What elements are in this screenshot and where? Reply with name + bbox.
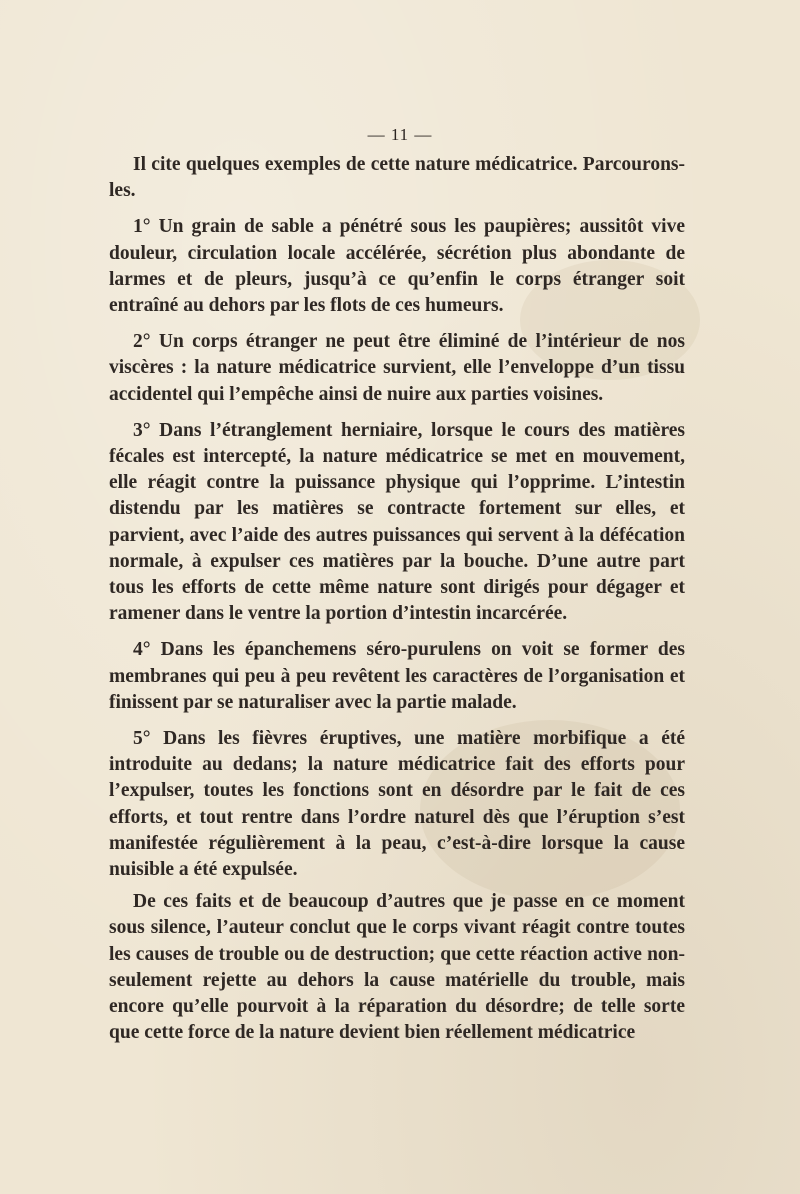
page-number: — 11 — [367, 125, 433, 144]
body-text [109, 152, 685, 1057]
paragraph-example-1: 1° Un grain de sable a pénétré sous les paupières; aussitôt vive douleur, circulation locale accélérée, sécrétion plus abondante de larmes et de pleurs, jusqu’à ce qu’enfin le corps étranger soit entraîné au dehors par les flots de ces humeurs. [109, 216, 685, 317]
paragraph-example-4: 4° Dans les épanchemens séro-purulens on voit se former des membranes qui peu à peu revêtent les caractères de l’organisation et finissent par se naturaliser avec la partie malade. [109, 639, 685, 713]
paragraph-conclusion: De ces faits et de beaucoup d’autres que je passe en ce moment sous silence, l’auteur conclut que le corps vivant réagit contre toutes les causes de trouble ou de destruction; que cette réaction active non-seulement rejette au dehors la cause matérielle du trouble, mais encore qu’elle pourvoit à la réparation du désordre; de telle sorte que cette force de la nature devient bien réellement médicatrice [109, 891, 685, 1044]
paragraph-example-5: 5° Dans les fièvres éruptives, une matière morbifique a été introduite au dedans; la nature médicatrice fait des efforts pour l’expulser, toutes les fonctions sont en désordre par le fait de ces efforts, et tout rentre dans l’ordre naturel dès que l’éruption s’est manifestée régulièrement à la peau, c’est-à-dire lorsque la cause nuisible a été expulsée. [109, 728, 685, 881]
paragraph-intro: Il cite quelques exemples de cette nature médicatrice. Parcourons-les. [109, 154, 685, 202]
paragraph-example-2: 2° Un corps étranger ne peut être éliminé de l’intérieur de nos viscères : la nature médicatrice survient, elle l’enveloppe d’un tissu accidentel qui l’empêche ainsi de nuire aux parties voisines. [109, 331, 685, 405]
paragraph-example-3: 3° Dans l’étranglement herniaire, lorsque le cours des matières fécales est intercepté, la nature médicatrice se met en mouvement, elle réagit contre la puissance physique qui l’opprime. L’intestin distendu par les matières se contracte fortement sur elles, et parvient, avec l’aide des autres puissances qui servent à la défécation normale, à expulser ces matières par la bouche. D’une autre part tous les efforts de cette même nature sont dirigés pour dégager et ramener dans le ventre la portion d’intestin incarcérée. [109, 419, 685, 625]
